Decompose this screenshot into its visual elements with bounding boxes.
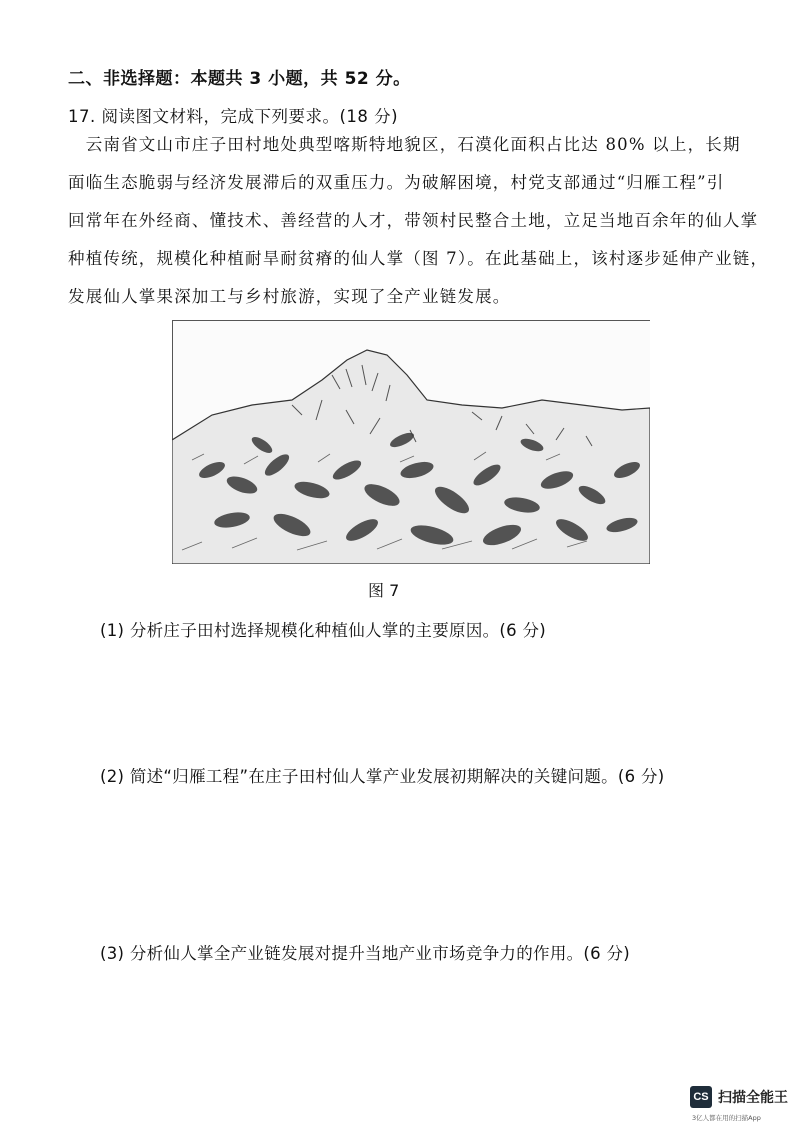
sub-question-3: (3) 分析仙人掌全产业链发展对提升当地产业市场竞争力的作用。(6 分) xyxy=(100,944,631,963)
scanner-app-name: 扫描全能王 xyxy=(718,1090,788,1106)
paragraph-line: 发展仙人掌果深加工与乡村旅游，实现了全产业链发展。 xyxy=(68,287,511,306)
material-paragraph xyxy=(68,126,769,316)
section-heading: 二、非选择题：本题共 3 小题，共 52 分。 xyxy=(68,69,411,89)
sub-question-2: (2) 简述“归雁工程”在庄子田村仙人掌产业发展初期解决的关键问题。(6 分) xyxy=(100,767,665,786)
paragraph-line: 种植传统，规模化种植耐旱耐贫瘠的仙人掌（图 7）。在此基础上，该村逐步延伸产业链， xyxy=(68,249,769,268)
figure-caption: 图 7 xyxy=(368,581,400,600)
paragraph-line: 回常年在外经商、懂技术、善经营的人才，带领村民整合土地，立足当地百余年的仙人掌 xyxy=(68,211,759,230)
scanner-logo-icon: CS xyxy=(690,1086,712,1108)
paragraph-line: 面临生态脆弱与经济发展滞后的双重压力。为破解困境，村党支部通过“归雁工程”引 xyxy=(68,173,725,192)
scanner-watermark xyxy=(690,1086,790,1126)
question-title: 17. 阅读图文材料，完成下列要求。(18 分) xyxy=(68,107,399,126)
cactus-field-photo xyxy=(172,320,650,564)
sub-question-1: (1) 分析庄子田村选择规模化种植仙人掌的主要原因。(6 分) xyxy=(100,621,547,640)
scanner-slogan: 3亿人都在用的扫描App xyxy=(692,1114,761,1122)
paragraph-line: 云南省文山市庄子田村地处典型喀斯特地貌区，石漠化面积占比达 80% 以上，长期 xyxy=(68,135,741,154)
